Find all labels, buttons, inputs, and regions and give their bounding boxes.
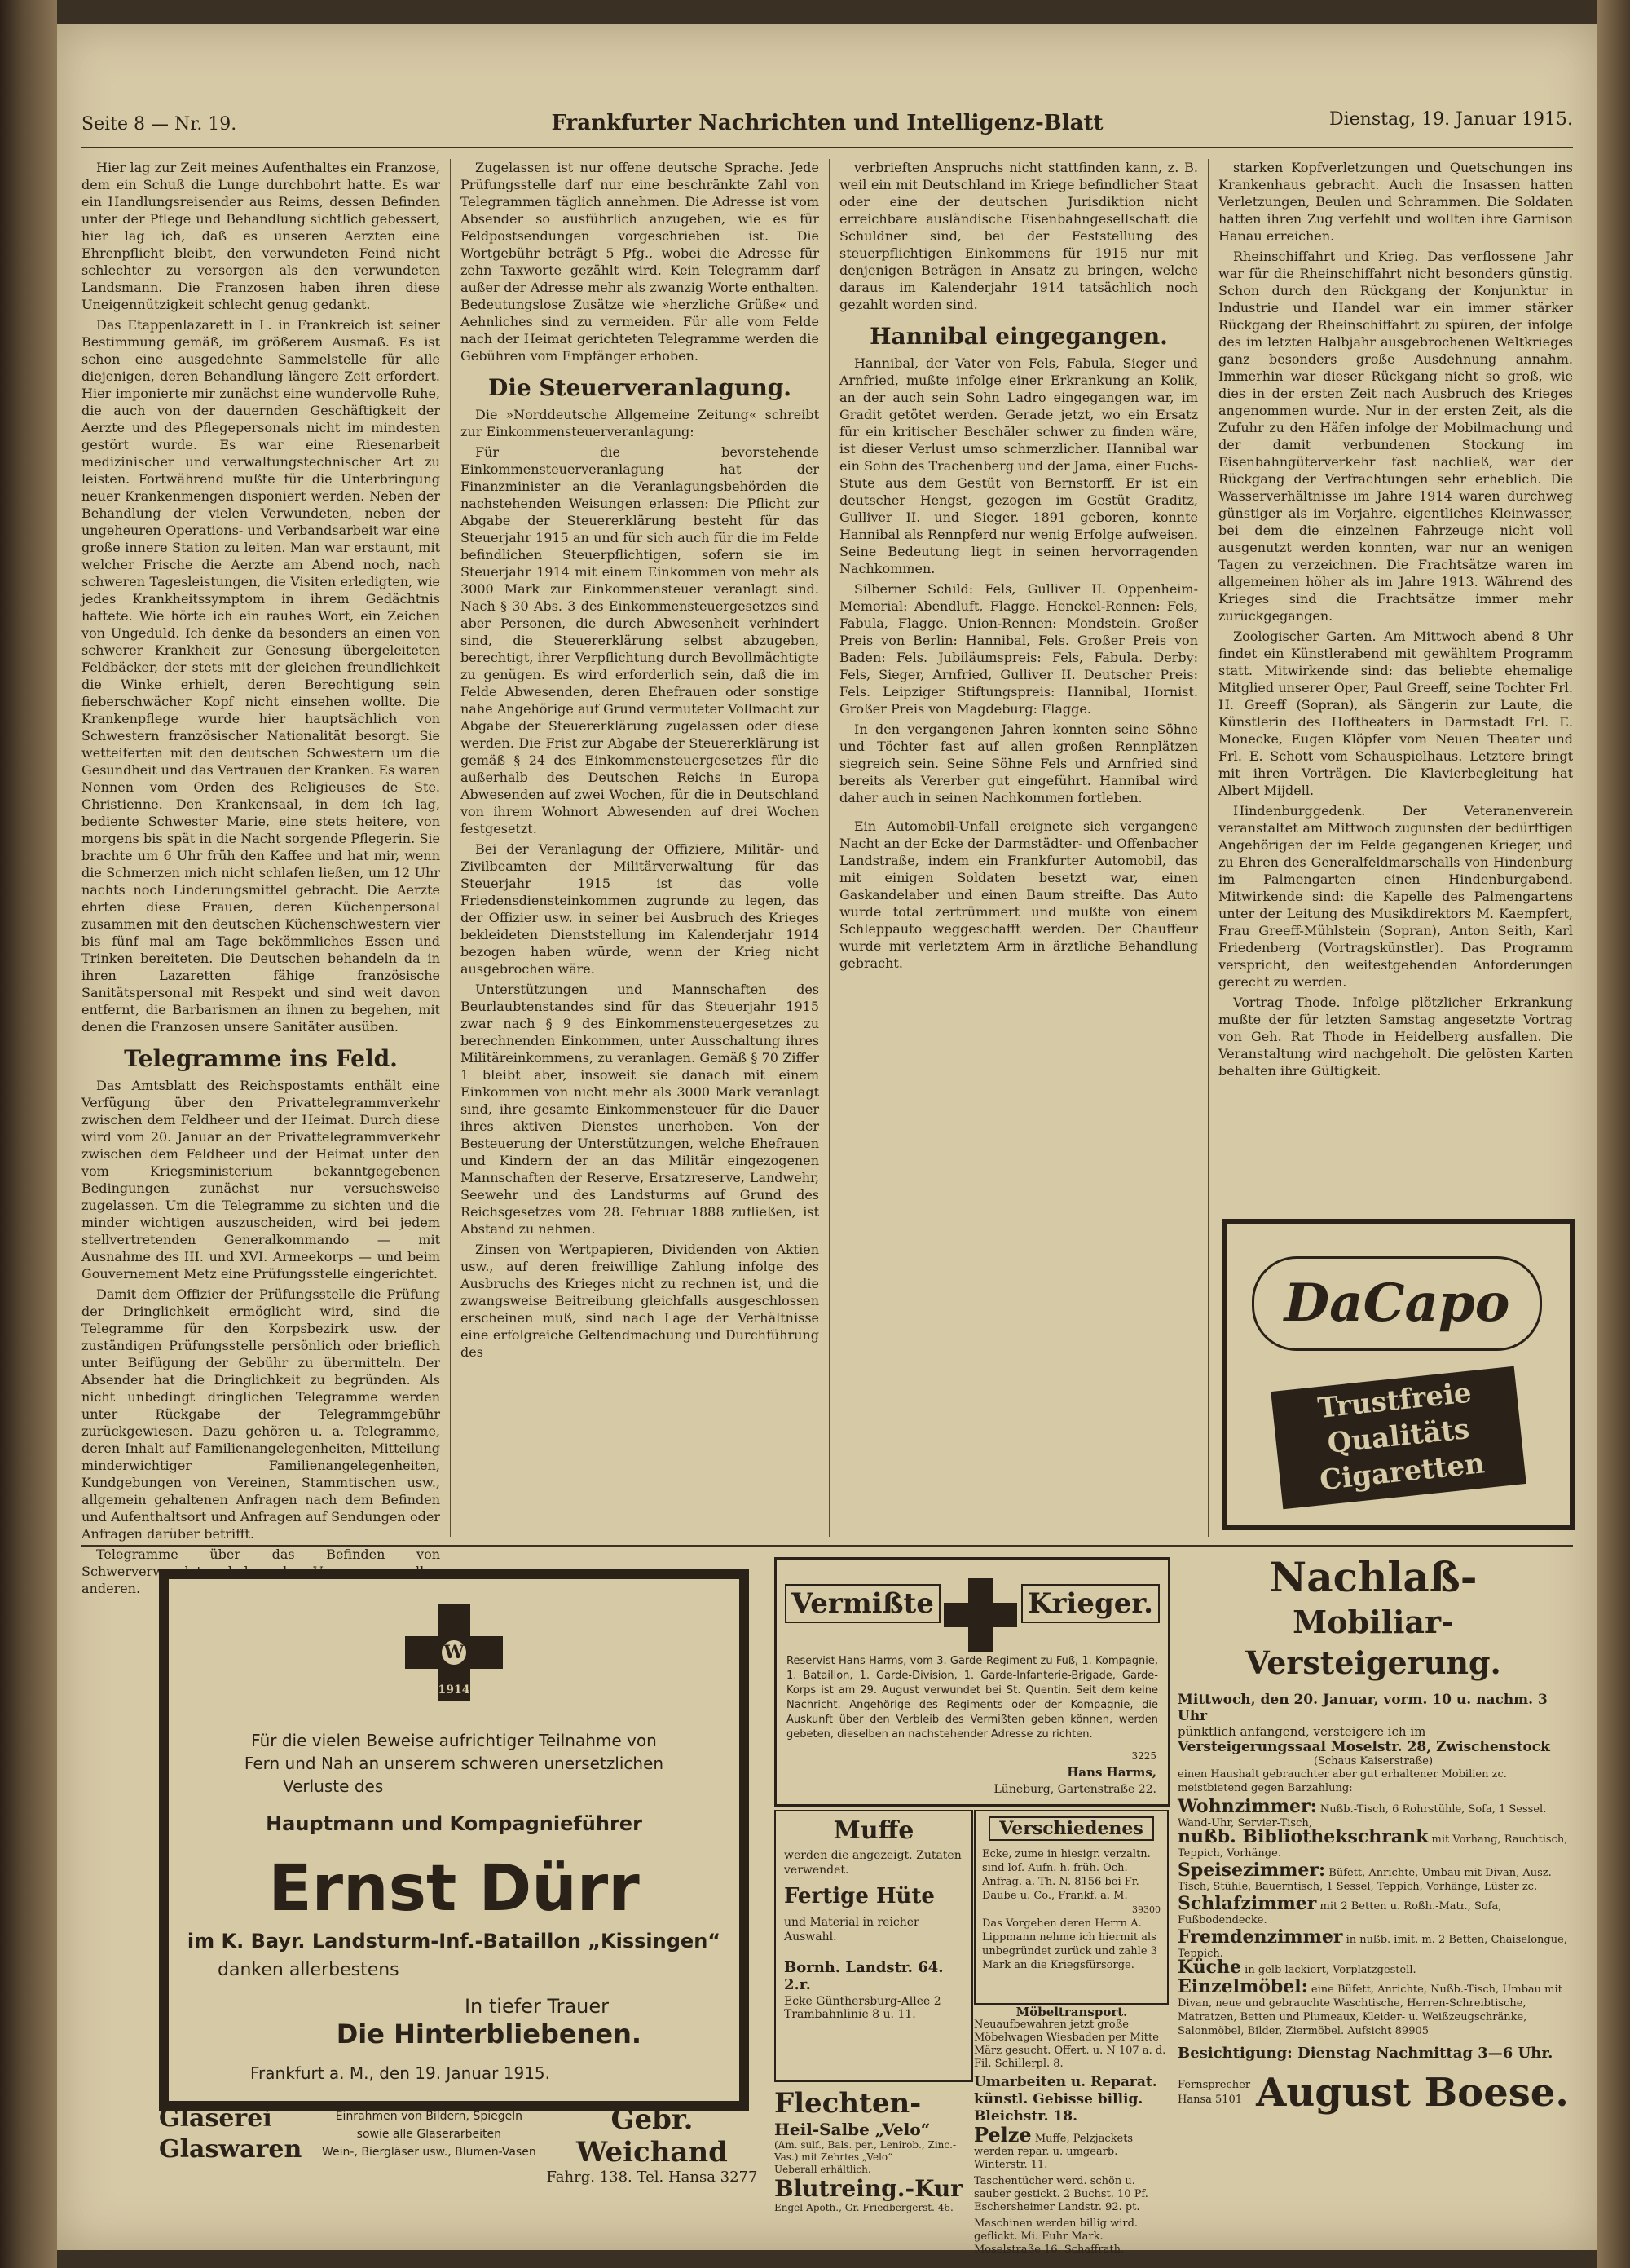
ad-heading: Heil-Salbe „Velo“ [774, 2120, 931, 2139]
ad-line: Versteigerungssaal Moselstr. 28, Zwischenstock [1178, 1739, 1550, 1755]
ad-text: mit Vorhang, Rauchtisch, Teppich, Vorhänge. [1178, 1833, 1568, 1860]
glaserei-ad [159, 2103, 762, 2186]
ad-line: Mittwoch, den 20. Januar, vorm. 10 u. nachm. 3 Uhr [1178, 1692, 1548, 1724]
page-header [82, 106, 1573, 148]
paragraph: Zugelassen ist nur offene deutsche Sprache. Jede Prüfungsstelle darf nur eine beschränkte Zahl von Telegrammen täglich annehmen. Die Adresse ist vom Absender so ausführlich anzugeben, wie es für Feldpostsendungen vorgeschrieben ist. Die Wortgebühr beträgt 5 Pfg., wobei die Adresse für zehn Taxworte gezählt wird. Kein Telegramm darf außer der Adresse mehr als zwanzig Worte enthalten. Bedeutungslose Zusätze wie »herzliche Grüße« und Aehnliches sind zu vermeiden. Für alle vom Felde nach der Heimat gerichteten Telegramme werden die Gebühren vom Empfänger erhoben. [460, 160, 819, 364]
ad-code: 89905 [1394, 2025, 1430, 2037]
notice-line: danken allerbestens [218, 1960, 399, 1980]
book-binding [0, 0, 57, 2268]
paragraph: Hannibal, der Vater von Fels, Fabula, Sieger und Arnfried, mußte infolge einer Erkrankung an Kolik, an der auch sein Sohn Ladro eingegangen war, im Gradit getötet werden. Gerade jetzt, wo ein Ersatz für ein kritischer Beschäler schwer zu finden wäre, ist dieser Verlust umso schmerzlicher. Hannibal war ein Sohn des Trachenberg und der Jama, einer Fuchs-Stute aus dem Gestüt von Bernstorff. Er ist ein deutscher Hengst, gezogen im Gestüt Graditz, Gulliver II. und Sieger. 1891 geboren, konnte Hannibal als Rennpferd nur wenig Erfolge aufweisen. Seine Bedeutung liegt in seinen hervorragenden Nachkommen. [839, 355, 1198, 576]
ad-heading: Blutreing.-Kur [774, 2175, 963, 2202]
ad-text: Nußb.-Tisch, 6 Rohrstühle, Sofa, 1 Sessel. Wand-Uhr, Servier-Tisch, [1178, 1803, 1547, 1829]
paragraph: Zinsen von Wertpapieren, Dividenden von Aktien usw., auf deren freiwillige Zahlung infolge des Ausbruchs des Krieges nicht zu rechnen ist, und die zwangsweise Beitreibung gleichfalls ausgeschlossen erscheinen muß, sind nach Lage der Verhältnisse eine erfolgreiche Geltendmachung und Durchführung des [460, 1242, 819, 1360]
ad-text: Muffe, Pelzjackets werden repar. u. umgearb. Winterstr. 11. [974, 2133, 1134, 2171]
paragraph: In den vergangenen Jahren konnten seine Söhne und Töchter fast auf allen großen Rennplätzen siegreich sein. Seine Söhne Fels und Arnfried sind bereits als Vererber gut eingeführt. Hannibal wird daher auch in seinen Nachkommen fortleben. [839, 721, 1198, 805]
ad-line: einen Haushalt gebrauchter aber gut erhaltener Mobilien zc. meistbietend gegen Barzahlung: [1178, 1768, 1507, 1794]
ad-name: Gebr. Weichand [576, 2103, 728, 2169]
ad-title: Mobiliar-Versteigerung. [1245, 1604, 1501, 1681]
paragraph: Unterstützungen und Mannschaften des Beurlaubtenstandes sind für das Steuerjahr 1915 zwar nach § 9 des Einkommensteuergesetzes zu berechnenden Einkommen, unter Ausschaltung ihres Militäreinkommens, zu veranlagen. Gemäß § 70 Ziffer 1 bleibt aber, insoweit sie danach mit einem Einkommen von nicht mehr als 3000 Mark veranlagt sind, ihre gesamte Einkommensteuer für die Dauer ihres aktiven Dienstes unerhoben. Von der Besteuerung der Unterstützungen, welche Ehefrauen und Kindern der an das Militär eingezogenen Mannschaften der Reserve, Ersatzreserve, Landwehr, Seewehr und des Landsturms auf Grund des Reichsgesetzes vom 28. Februar 1888 zufließen, ist Abstand zu nehmen. [460, 982, 819, 1237]
iron-cross-icon [944, 1578, 1017, 1652]
ad-text: mit 2 Betten u. Roßh.-Matr., Sofa, Fußbodendecke. [1178, 1900, 1502, 1926]
ad-line: Hansa 5101 [1178, 2094, 1243, 2106]
notice-signature: Die Hinterbliebenen. [336, 2019, 641, 2050]
missing-soldier-ad [774, 1557, 1170, 1807]
paragraph: Telegramme über das Befinden von Schwerverwundeten haben den Vorrang vor allen anderen. [82, 1547, 440, 1596]
ad-line: Besichtigung: Dienstag Nachmittag 3—6 Uhr. [1178, 2045, 1553, 2062]
ad-line: Wein-, Biergläser usw., Blumen-Vasen [322, 2146, 536, 2159]
ad-text: Büfett, Anrichte, Umbau mit Divan, Ausz.-Tisch, Stühle, Bauerntisch, 1 Sessel, Teppich, Vorhänge, Lüster zc. [1178, 1867, 1556, 1893]
article-heading: Telegramme ins Feld. [124, 1045, 398, 1072]
ad-heading: Fertige Hüte [784, 1884, 935, 1908]
notice-line: Für die vielen Beweise aufrichtiger Teilnahme von [251, 1731, 657, 1750]
column-1 [82, 159, 440, 1596]
newspaper-title: Frankfurter Nachrichten und Intelligenz-Blatt [551, 111, 1104, 135]
auctioneer-name: August Boese. [1256, 2070, 1569, 2116]
ad-text: eine Büfett, Anrichte, Nußb.-Tisch, Umbau mit Divan, neue und gebrauchte Waschtische, Herren-Schreibtische, Matratzen, Betten und Plumeaux, Kleider- u. Weißzeugschränke, Salonmöbel, Bilder, Ziermöbel. Aufsicht [1178, 1983, 1562, 2037]
paragraph: Bei der Veranlagung der Offiziere, Militär- und Zivilbeamten der Militärverwaltung für das Steuerjahr 1915 ist das volle Friedensdiensteinkommen zugrunde zu legen, das der Offizier usw. in seiner bei Ausbruch des Krieges bekleideten Dienststellung im Kalenderjahr 1914 bezogen haben würde, wenn der Krieg nicht ausgebrochen wäre. [460, 841, 819, 977]
article-heading: Hannibal eingegangen. [870, 323, 1168, 350]
ad-text: in nußb. imit. m. 2 Betten, Chaiselongue, Teppich. [1178, 1934, 1567, 1960]
ad-title: Nachlaß- [1269, 1553, 1478, 1601]
ad-heading: Einzelmöbel: [1178, 1976, 1308, 1997]
ad-heading: Umarbeiten u. Reparat. künstl. Gebisse billig. Bleichstr. 18. [974, 2074, 1157, 2125]
ad-line: Lüneburg, Gartenstraße 22. [993, 1783, 1156, 1796]
paragraph: Zoologischer Garten. Am Mittwoch abend 8 Uhr findet ein Künstlerabend mit gewähltem Programm statt. Mitwirkende sind: das beliebte ehemalige Mitglied unserer Oper, Paul Greeff, seine Tochter Frl. H. Greeff (Sopran), als Sängerin zur Laute, die Künstlerin des Hoftheaters in Darmstadt Frl. E. Monecke, Eugen Klöpfer vom Neuen Theater und Frl. E. Schott vom Schauspielhaus. Letztere bringt mit ihren Vorträgen. Die Klavierbegleitung hat Albert Mijdell. [1218, 629, 1573, 798]
paragraph: Silberner Schild: Fels, Gulliver II. Oppenheim-Memorial: Abendluft, Flagge. Henckel-Rennen: Fels, Fabula, Flagge. Union-Rennen: Mondstein. Großer Preis von Berlin: Hannibal, Fels. Großer Preis von Baden: Fels. Jubiläumspreis: Fels, Fabula. Derby: Fels, Sieger, Arnfried, Gulliver II. Deutscher Preis: Fels. Leipziger Stiftungspreis: Hannibal, Hornist. Großer Preis von Magdeburg: Flagge. [839, 581, 1198, 717]
ad-address: Ecke Günthersburg-Allee 2 [784, 1995, 941, 2008]
ad-heading: Wohnzimmer: [1178, 1796, 1317, 1817]
notice-line: im K. Bayr. Landsturm-Inf.-Bataillon „Kissingen“ [187, 1930, 721, 1953]
ad-line: Cigaretten [1318, 1447, 1487, 1498]
ad-heading: nußb. Bibliothekschrank [1178, 1826, 1429, 1847]
paragraph: Vortrag Thode. Infolge plötzlicher Erkrankung mußte der für letzten Samstag angesetzte Vortrag von Geh. Rat Thode in Heidelberg ausfallen. Die Veranstaltung wird nachgeholt. Die gelösten Karten behalten ihre Gültigkeit. [1218, 995, 1573, 1079]
ad-text: Das Vorgehen deren Herrn A. Lippmann nehme ich hiermit als unbegründet zurück und zahle 3 Mark an die Kriegsfürsorge. [982, 1917, 1157, 1971]
ad-title: Möbeltransport. [1015, 2005, 1128, 2019]
article-heading: Die Steuerveranlagung. [487, 374, 792, 401]
notice-rank: Hauptmann und Kompagnieführer [266, 1812, 642, 1835]
ad-text: Ueberall erhältlich. [774, 2164, 871, 2175]
ad-address: Trambahnlinie 8 u. 11. [784, 2008, 916, 2021]
iron-cross-icon: W 1914 [169, 1604, 739, 1697]
ad-line: sowie alle Glaserarbeiten [356, 2128, 502, 2141]
paragraph: Rheinschiffahrt und Krieg. Das verflossene Jahr war für die Rheinschiffahrt nicht besonders günstig. Schon durch den Rückgang der Konjunktur in Industrie und Handel war ein immer stärker Rückgang der Rheinschiffahrt zu spüren, der infolge des im letzten Halbjahr ausgebrochenen Weltkrieges ganz besonders große Ausdehnung annahm. Immerhin war dieser Rückgang nicht so groß, wie dies in der ersten Zeit nach Ausbruch des Krieges angenommen wurde. Nur in der ersten Zeit, als die Zufuhr zu den Häfen infolge der Mobilmachung und der damit verbundenen Stockung im Eisenbahngüterverkehr fast nachließ, war der Rückgang der Verfrachtungen sehr erheblich. Die Wasserverhältnisse im Jahre 1914 waren durchweg günstiger als im Vorjahre, eigentliches Kleinwasser, bei dem die einzelnen Fahrzeuge nicht voll ausgenutzt werden konnten, war nur an wenigen Tagen zu verzeichnen. Die Frachtsätze waren im allgemeinen höher als im Jahre 1913. Während des Krieges sind die Frachtsätze immer mehr zurückgegangen. [1218, 249, 1573, 624]
ad-heading: Pelze [974, 2123, 1032, 2147]
ad-text: in gelb lackiert, Vorplatzgestell. [1245, 1964, 1416, 1976]
ad-heading: Schlafzimmer [1178, 1893, 1317, 1914]
ad-signature: Hans Harms, [1067, 1765, 1156, 1780]
column-2 [460, 159, 819, 1537]
notice-text [169, 1729, 739, 2085]
cigarette-box [1271, 1366, 1526, 1510]
ad-section-rule [82, 1545, 1573, 1547]
paragraph: Ein Automobil-Unfall ereignete sich vergangene Nacht an der Ecke der Darmstädter- und Offenbacher Landstraße, indem ein Frankfurter Automobil, das mit einigen Soldaten besetzt war, einen Gaskandelaber und einen Baum streifte. Das Auto wurde total zertrümmert und mußte von einem Schleppauto weggeschafft werden. Der Chauffeur wurde mit verletztem Arm in ärztliche Behandlung gebracht. [839, 819, 1198, 971]
verschiedenes-ad [974, 1810, 1169, 2005]
deceased-name: Ernst Dürr [268, 1852, 640, 1926]
paragraph: Hindenburggedenk. Der Veteranenverein veranstaltet am Mittwoch zugunsten der bedürftigen Angehörigen der im Felde gegangenen Krieger, und zu Ehren des Generalfeldmarschalls von Hindenburg im Palmengarten einen Hindenburgabend. Mitwirkende sind: die Kapelle des Palmengartens unter der Leitung des Musikdirektors M. Kaempfert, Frau Greeff-Mühlstein (Sopran), Anton Seith, Karl Friedenberg (Vortragskünstler). Das Programm verspricht, den weitestgehenden Anforderungen gerecht zu werden. [1218, 803, 1573, 990]
paragraph: Hier lag zur Zeit meines Aufenthaltes ein Franzose, dem ein Schuß die Lunge durchbohrt hatte. Es war ein Handlungsreisender aus Reims, dessen Befinden unter der Pflege und Behandlung sichtlich gebessert, hier lag ich, daß es unseren Aerzten eine Ehrenpflicht bleibt, den verwundeten Feind nicht schlechter zu versorgen als den verwundeten Landsmann. Die Franzosen haben ihren diese Uneigennützigkeit schlecht genug gedankt. [82, 160, 440, 312]
paragraph: Damit dem Offizier der Prüfungsstelle die Prüfung der Dringlichkeit ermöglicht wird, sind die Telegramme für den Korpsbezirk usw. der zuständigen Prüfungsstelle persönlich oder brieflich unter Beifügung der Gebühr zu übermitteln. Der Absender hat die Dringlichkeit zu begründen. Als nicht unbedingt dringlichen Telegramme werden unter Rückgabe der Telegrammgebühr zurückgewiesen. Dazu gehören u. a. Telegramme, deren Inhalt auf Familienangelegenheiten, Mitteilung minderwichtiger Familienangelegenheiten, Kundgebungen von Vereinen, Stammtischen usw., allgemein gehaltenen Anfragen nach dem Befinden und Aufenthaltsort und Anfragen auf Sendungen oder Anfragen darüber betrifft. [82, 1286, 440, 1542]
paragraph: Das Etappenlazarett in L. in Frankreich ist seiner Bestimmung gemäß, im größerem Ausmaß. Es ist schon eine ausgedehnte Sammelstelle für alle diejenigen, deren Behandlung längere Zeit erfordert. Hier imponierte mir zunächst eine wundervolle Ruhe, die auch von der dauernden Geschäftigkeit der Aerzte und des Pflegepersonals nicht im mindesten gestört wurde. Es war eine Riesenarbeit medizinischer und verwaltungstechnischer Art zu leisten. Fortwährend mußte für die Unterbringung neuer Krankenmengen disponiert werden. Neben der Behandlung der vielen Verwundeten, neben der ungeheuren Operations- und Verbandsarbeit war eine große innere Station zu leiten. Man war erstaunt, mit welcher Frische die Aerzte am Abend noch, nach schweren Tagesleistungen, die Visiten erledigten, wie jedes Krankheitssymptom in ihrem Gedächtnis haftete. Wie hörte ich ein rauhes Wort, ein Zeichen von Ungeduld. Ich denke da besonders an einen von schwerer Krankheit zur Genesung übergeleiteten Feldbäcker, der stets mit der gleichen freundlichkeit die Winke erhielt, deren Berechtigung sein fieberschwächer Kopf nicht einsehen wollte. Die Krankenpflege wurde hier hauptsächlich von Schwestern französischer Nationalität besorgt. Sie wetteiferten mit den deutschen Schwestern um die Gesundheit und das Vertrauen der Kranken. Es waren Nonnen vom Orden des Religieuses de Ste. Christienne. Den Krankensaal, in dem ich lag, bediente Schwester Marie, eine stets heitere, von morgens bis spät in die Nacht sorgende Pflegerin. Sie brachte um 6 Uhr früh den Kaffee und hat mir, wenn die Schmerzen mich nicht schlafen ließen, um 12 Uhr nachts noch Linderungsmittel gebracht. Die Aerzte ehrten diese Frauen, deren Küchenpersonal zusammen mit den deutschen Küchenschwestern vier bis fünf mal am Tage bekömmliches Essen und Trinken bereiteten. Die Deutschen behandeln da in ihren Lazaretten fähige französische Sanitätspersonal mit Respekt und sind weit davon entfernt, die Barbarismen an ihnen zu begehen, mit denen die Franzosen unsere Sanitäter ausüben. [82, 317, 440, 1035]
notice-date: Frankfurt a. M., den 19. Januar 1915. [250, 2063, 551, 2083]
muffe-ad [774, 1810, 973, 2082]
ad-title: Krieger. [1021, 1584, 1160, 1623]
ad-text: Taschentücher werd. schön u. sauber gestickt. 2 Buchst. 10 Pf. Eschersheimer Landstr. 92. pt. [974, 2175, 1148, 2213]
ad-line: Einrahmen von Bildern, Spiegeln [335, 2110, 522, 2123]
auction-ad [1178, 1553, 1569, 2230]
notice-line: Fern und Nah an unserem schweren unersetzlichen [244, 1754, 664, 1773]
ad-text: werden die angezeigt. Zutaten verwendet. [784, 1849, 962, 1877]
ad-text: (Am. sulf., Bals. per., Lenirob., Zinc.-Vas.) mit Zehrtes „Velo“ [774, 2139, 956, 2163]
ad-line: pünktlich anfangend, versteigere ich im [1178, 1724, 1426, 1739]
paragraph: starken Kopfverletzungen und Quetschungen ins Krankenhaus gebracht. Auch die Insassen hatten Verletzungen, Beulen und Schrammen. Die Soldaten hatten ihren Zug verfehlt und wollten ihre Garnison Hanau erreichen. [1218, 160, 1573, 244]
dacapo-logo: DaCapo [1252, 1256, 1542, 1351]
cross-year: 1914 [438, 1683, 470, 1697]
column-rule [829, 159, 830, 1537]
paragraph: Für die bevorstehende Einkommensteuerveranlagung hat der Finanzminister an die Veranlagungsbehörden die nachstehenden Weisungen erlassen: Die Pflicht zur Abgabe der Steuererklärung besteht für das Steuerjahr 1915 an und für sich auch für die im Felde befindlichen Steuerpflichtigen, sofern sie im Steuerjahr 1914 mit einem Einkommen von mehr als 3000 Mark zur Einkommensteuer veranlagt sind. Nach § 30 Abs. 3 des Einkommensteuergesetzes sind aber Personen, die durch Abwesenheit verhindert sind, die Steuererklärung selbst abzugeben, berechtigt, ihrer Verpflichtung durch Bevollmächtigte zu genügen. Es wird erforderlich sein, daß die im Felde Abwesenden, deren Ehefrauen oder sonstige nahe Angehörige auf Grund vermuteter Vollmacht zur Abgabe der Steuererklärung zugelassen oder diese werden. Die Frist zur Abgabe der Steuererklärung ist gemäß § 24 des Einkommensteuergesetzes für die außerhalb des Deutschen Reichs in Europa Abwesenden auf zwei Wochen, für die in Deutschland von ihrem Wohnort Abwesenden auf drei Wochen festgesetzt. [460, 444, 819, 836]
ad-address: Bornh. Landstr. 64. 2.r. [784, 1959, 944, 1993]
page-number: Seite 8 — Nr. 19. [82, 114, 237, 135]
ad-address: Engel-Apoth., Gr. Friedbergerst. 46. [774, 2202, 954, 2213]
death-notice [159, 1569, 749, 2111]
ad-heading: Küche [1178, 1957, 1242, 1978]
ad-title: Vermißte [785, 1584, 941, 1623]
ad-title: Glaswaren [159, 2135, 302, 2164]
ad-text: Ecke, zume in hiesigr. verzaltn. sind lof. Aufn. h. früh. Och. Anfrag. a. Th. N. 8156 bei Fr. Daube u. Co., Frankf. a. M. [982, 1848, 1151, 1902]
page-edge [1597, 0, 1630, 2268]
ad-line: Fahrg. 138. Tel. Hansa 3277 [546, 2169, 758, 2186]
ad-title: Glaserei [159, 2104, 272, 2133]
notice-line: In tiefer Trauer [464, 1995, 609, 2018]
paragraph: Das Amtsblatt des Reichspostamts enthält eine Verfügung über den Privattelegrammverkehr zwischen dem Feldheer und der Heimat. Durch diese wird vom 20. Januar an der Privattelegrammverkehr zwischen dem Feldheer und der Heimat unter den vom Kriegsministerium bekanntgegebenen Bedingungen zunächst nur versuchsweise zugelassen. Um die Telegramme zu sichten und die minder wichtigen auszuscheiden, wird bei jedem stellvertretenden Generalkommando — mit Ausnahme des III. und XVI. Armeekorps — und beim Gouvernement Metz eine Prüfungsstelle eingerichtet. [82, 1078, 440, 1282]
ad-heading: Fremdenzimmer [1178, 1926, 1343, 1948]
ad-code: 3225 [1131, 1750, 1156, 1762]
ad-text: Neuaufbewahren jetzt große Möbelwagen Wiesbaden per Mitte März gesucht. Offert. u. N 107 a. d. Fil. Schillerpl. 8. [974, 2019, 1166, 2070]
ad-text: Maschinen werden billig wird. geflickt. Mi. Fuhr Mark. Moselstraße 16. Schaffrath. [974, 2217, 1139, 2256]
ad-line: Qualitäts [1325, 1412, 1471, 1461]
ad-title: Flechten- [774, 2087, 922, 2120]
ad-line: (Schaus Kaiserstraße) [1313, 1755, 1434, 1767]
paragraph: Die »Norddeutsche Allgemeine Zeitung« schreibt zur Einkommensteuerveranlagung: [460, 407, 819, 439]
paragraph: verbrieften Anspruchs nicht stattfinden kann, z. B. weil ein mit Deutschland im Kriege befindlicher Staat oder eine der deutschen Jurisdiktion nicht erreichbare ausländische Eisenbahngesellschaft die Schuldner sind, bei der Feststellung des steuerpflichtigen Einkommens für 1915 nur mit denjenigen Beträgen in Ansatz zu bringen, welche daraus im Kalenderjahr 1914 tatsächlich noch gezahlt worden sind. [839, 160, 1198, 312]
column-rule [450, 159, 451, 1537]
ad-code: 39300 [1132, 1904, 1161, 1915]
issue-date: Dienstag, 19. Januar 1915. [1328, 109, 1573, 130]
ad-text: und Material in reicher Auswahl. [784, 1916, 919, 1944]
ad-title: Muffe [833, 1816, 914, 1845]
ad-line: Trustfreie [1316, 1376, 1474, 1426]
ad-title: Verschiedenes [989, 1816, 1154, 1841]
small-ads [974, 2005, 1170, 2256]
ad-heading: Speisezimmer: [1178, 1860, 1326, 1881]
column-rule [1208, 159, 1209, 1537]
column-3 [839, 159, 1198, 1537]
ad-text: Reservist Hans Harms, vom 3. Garde-Regiment zu Fuß, 1. Kompagnie, 1. Bataillon, 1. Garde-Division, 1. Garde-Infanterie-Brigade, Garde-Korps ist am 29. August verwundet bei St. Quentin. Seit dem keine Nachricht. Angehörige des Regiments oder der Kompagnie, die Auskunft über den Verbleib des Vermißten geben können, werden gebeten, dieselben an nachstehender Adresse zu richten. [786, 1655, 1158, 1741]
notice-line: Verluste des [283, 1776, 384, 1796]
flechten-ad [774, 2087, 970, 2217]
dacapo-ad [1222, 1219, 1575, 1530]
ad-line: Fernsprecher [1178, 2079, 1251, 2091]
